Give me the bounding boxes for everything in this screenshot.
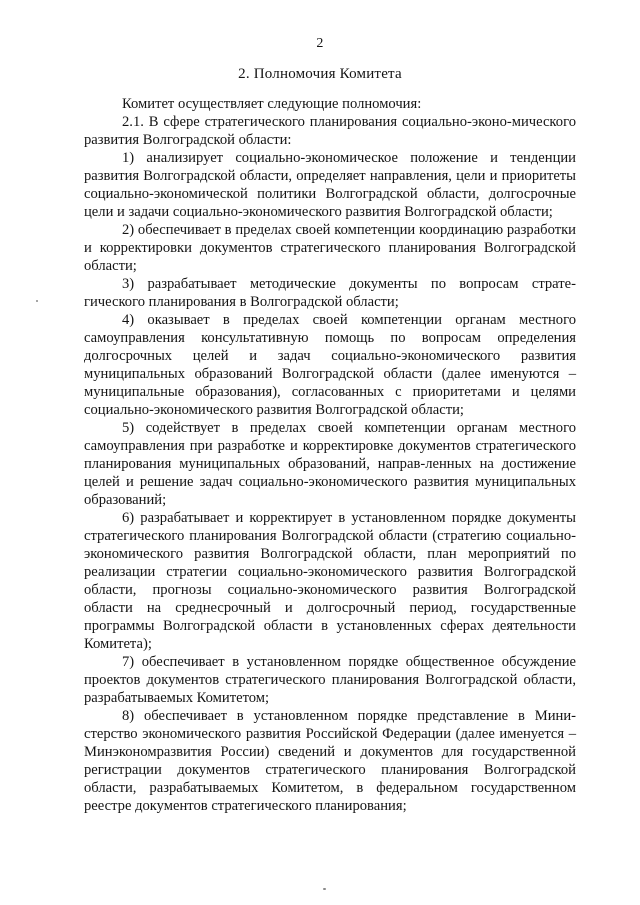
page-number: 2 [316,36,324,51]
scan-speck [36,300,38,302]
list-item: 7) обеспечивает в установленном порядке общественное обсуждение проектов документов стратегического планирования Волгоградской области, разрабатываемых Комитетом; [84,654,576,706]
section-title: 2. Полномочия Комитета [238,66,402,82]
list-item: 6) разрабатывает и корректирует в установленном порядке документы стратегического планирования Волгоградской области (стратегию социально-экономического развития Волгоградской области, план мероприятий по реализации стратегии социально-экономического развития Волгоградской области, прогнозы социально-экономического развития Волгоградской области на среднесрочный и долгосрочный период, государственные программы Волгоградской области в установленных сферах деятельности Комитета); [84,510,576,652]
list-item: 5) содействует в пределах своей компетенции органам местного самоуправления при разработке и корректировке документов стратегического планирования муниципальных образований, направ-ленных на достижение целей и решение задач социально-экономического развития муниципальных образований; [84,420,576,508]
list-item: 3) разрабатывает методические документы по вопросам страте-гического планирования в Волгоградской области; [84,276,576,310]
document-body [84,95,576,815]
list-item: 1) анализирует социально-экономическое положение и тенденции развития Волгоградской области, определяет направления, цели и приоритеты социально-экономической политики Волгоградской области, долгосрочные цели и задачи социально-экономического развития Волгоградской области; [84,150,576,220]
list-item: 8) обеспечивает в установленном порядке представление в Мини-стерство экономического развития Российской Федерации (далее именуется – Минэкономразвития России) сведений и документов для государственной регистрации документов стратегического планирования Волгоградской области, разрабатываемых Комитетом, в федеральном государственном реестре документов стратегического планирования; [84,708,576,814]
scan-speck [323,888,326,890]
intro-paragraph: Комитет осуществляет следующие полномочия: [122,96,422,112]
list-item: 2) обеспечивает в пределах своей компетенции координацию разработки и корректировки документов стратегического планирования Волгоградской области; [84,222,576,274]
list-item: 4) оказывает в пределах своей компетенции органам местного самоуправления консультативную помощь по вопросам определения долгосрочных целей и задач социально-экономического развития муниципальных образований Волгоградской области (далее именуются – муниципальные образования), согласованных с приоритетами и целями социально-экономического развития Волгоградской области; [84,312,576,418]
clause-paragraph: 2.1. В сфере стратегического планирования социально-эконо-мического развития Волгоградской области: [84,114,576,148]
